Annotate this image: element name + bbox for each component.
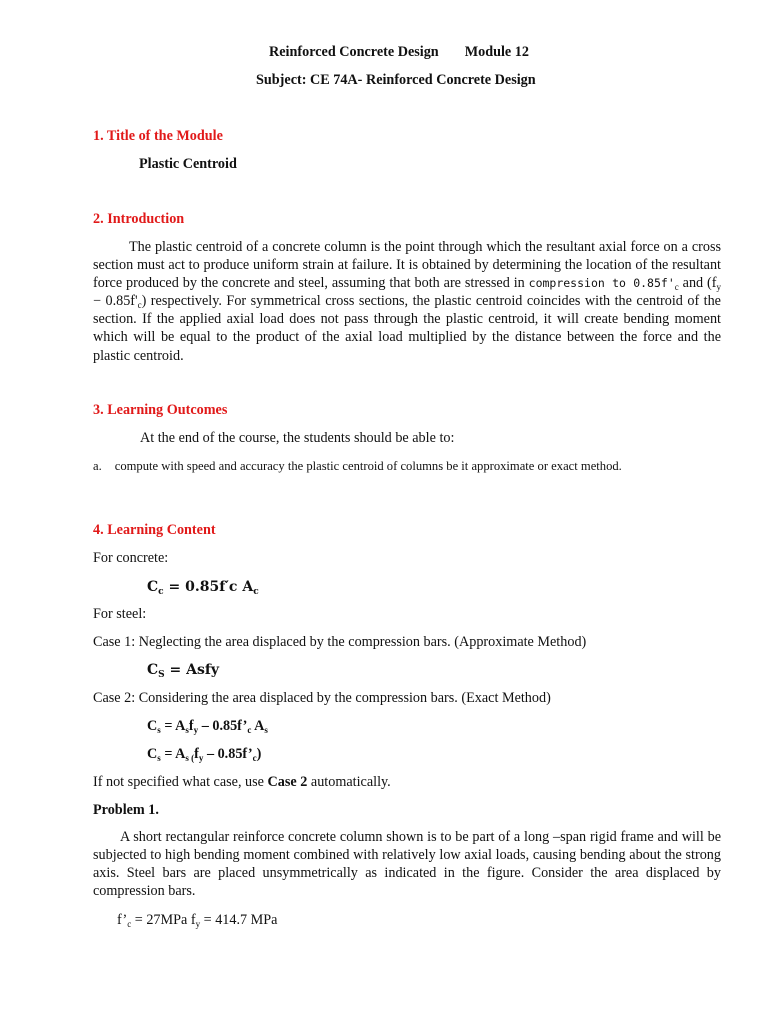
header-course: Reinforced Concrete Design Module 12	[269, 44, 529, 60]
problem-text: A short rectangular reinforce concrete column shown is to be part of a long –span rigid frame and will be subjected to high bending moment combined with relatively low axial loads, causing bending about the strong axis. Steel bars are placed unsymmetrically as indicated in the figure. Consider the area displaced by compression bars.	[93, 829, 721, 900]
concrete-force-formula: $C_c = 0.85f'c$ $A_c$	[147, 579, 259, 597]
outcomes-intro: At the end of the course, the students should be able to:	[140, 430, 455, 446]
introduction-paragraph: The plastic centroid of a concrete column is the point through which the resultant axial force on a cross section must act to produce uniform strain at failure. It is obtained by determining the location of the resultant force produced by the concrete and steel, assuming that both are stressed in compression to $0.85f'_c$ and $(f_y - 0.85f'_c)$ respectively. For symmetrical cross sections, the plastic centroid coincides with the centroid of the section. If the applied axial load does not pass through the plastic centroid, it will create bending moment which will be equal to the product of the axial load multiplied by the distance between the force and the plastic centroid.	[93, 239, 721, 364]
outcome-text: compute with speed and accuracy the plastic centroid of columns be it approximate or exact method.	[114, 459, 622, 473]
module-title: Plastic Centroid	[139, 156, 237, 172]
steel-force-formula-approx: $C_S$ = Asfy	[147, 662, 220, 680]
steel-force-formula-exact-1: $C_s = A_sf_y$ – $0.85f’_c$ $A_s$	[147, 718, 268, 735]
section4-heading: 4. Learning Content	[93, 522, 216, 538]
case2-text: Case 2: Considering the area displaced by the compression bars. (Exact Method)	[93, 690, 551, 706]
header-subject: Subject: CE 74A- Reinforced Concrete Design	[256, 72, 536, 88]
case1-text: Case 1: Neglecting the area displaced by the compression bars. (Approximate Method)	[93, 634, 587, 650]
problem-given-values: $f’_c = 27MPa$ $f_y = 414.7$ MPa	[117, 912, 278, 929]
for-concrete-label: For concrete:	[93, 550, 169, 566]
for-steel-label: For steel:	[93, 606, 147, 622]
section1-heading: 1. Title of the Module	[93, 128, 223, 144]
section2-heading: 2. Introduction	[93, 211, 185, 227]
header-module: Module 12	[464, 44, 529, 60]
outcome-item	[93, 457, 622, 475]
case-note: If not specified what case, use Case 2 automatically.	[93, 774, 391, 790]
section3-heading: 3. Learning Outcomes	[93, 402, 228, 418]
problem-title: Problem 1.	[93, 802, 159, 818]
steel-force-formula-exact-2: $C_s = A_{s (}f_y$ – $0.85f’_c$)	[147, 746, 262, 763]
outcome-marker: a.	[93, 459, 102, 473]
